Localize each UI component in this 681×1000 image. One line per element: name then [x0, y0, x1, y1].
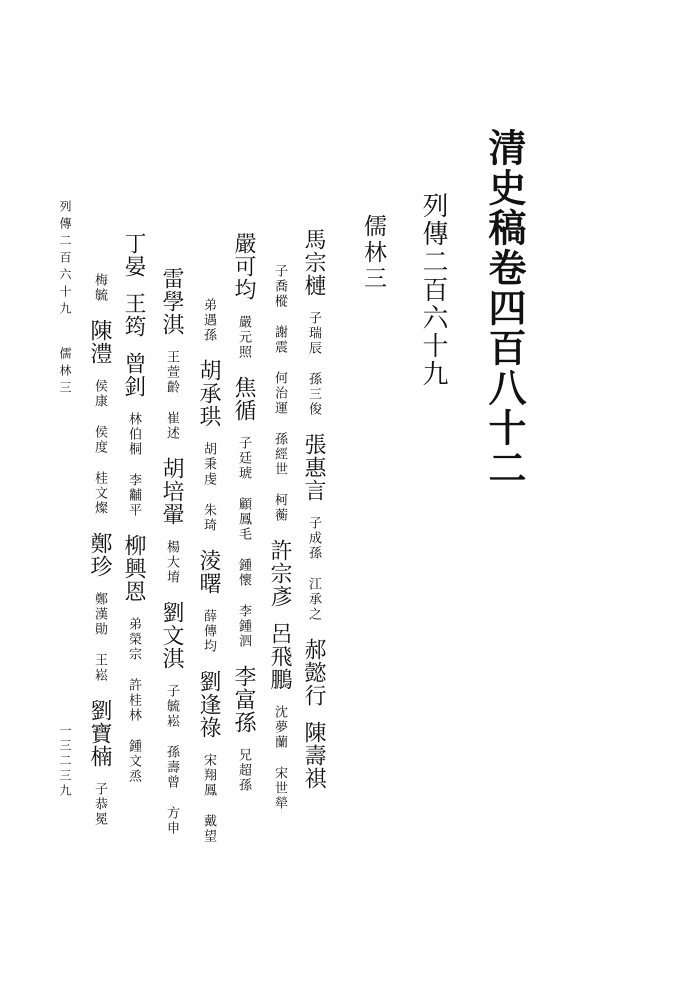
appended-name: 子廷琥	[236, 436, 251, 481]
appended-name: 朱琦	[201, 503, 216, 533]
appended-name: 許桂林	[126, 678, 141, 723]
biography-chapter-label: 列傳二百六十九	[418, 192, 448, 388]
appended-name: 子喬樅	[272, 264, 287, 309]
appended-name: 楊大堉	[164, 540, 179, 585]
appended-name: 子恭冕	[92, 782, 107, 827]
margin-chapter-label: 列傳二百六十九	[58, 200, 72, 319]
appended-name: 孫三俊	[306, 372, 321, 417]
margin-header	[59, 200, 71, 398]
biography-name: 王筠	[121, 292, 146, 338]
biography-name: 陳壽祺	[301, 721, 326, 790]
contents-column	[88, 273, 110, 843]
biography-name: 馬宗槤	[301, 228, 326, 297]
appended-name: 弟遇孫	[201, 298, 216, 343]
biography-name: 陳澧	[87, 319, 112, 365]
volume-title: 清史稿卷四百八十二	[482, 128, 527, 488]
appended-name: 嚴元照	[236, 315, 251, 360]
appended-name: 謝震	[272, 325, 287, 355]
appended-name: 孫壽曾	[164, 745, 179, 790]
appended-name: 宋世犖	[272, 766, 287, 811]
appended-name: 王崧	[92, 653, 107, 683]
contents-column	[122, 232, 144, 800]
appended-name: 侯度	[92, 425, 107, 455]
appended-name: 鍾懷	[236, 558, 251, 588]
contents-column	[197, 298, 219, 860]
biography-name: 劉寶楠	[87, 699, 112, 768]
biography-name: 焦循	[231, 376, 256, 422]
section-heading: 儒林三	[360, 214, 386, 292]
biography-name: 李富孫	[231, 665, 256, 734]
biography-name: 劉逢祿	[196, 670, 221, 739]
appended-name: 王萱齡	[164, 350, 179, 395]
appended-name: 子毓崧	[164, 684, 179, 729]
appended-name: 顧鳳毛	[236, 497, 251, 542]
appended-name: 侯康	[92, 379, 107, 409]
contents-column	[232, 232, 254, 809]
appended-name: 李鍾泗	[236, 604, 251, 649]
appended-name: 子成孫	[306, 516, 321, 561]
appended-name: 桂文燦	[92, 471, 107, 516]
contents-column	[268, 264, 290, 827]
biography-name: 雷學淇	[159, 267, 184, 336]
appended-name: 子瑞辰	[306, 311, 321, 356]
biography-name: 胡承珙	[196, 359, 221, 428]
biography-name: 柳興恩	[121, 534, 146, 603]
appended-name: 梅毓	[92, 273, 107, 303]
biography-name: 胡培翬	[159, 457, 184, 526]
biography-name: 曾釗	[121, 352, 146, 398]
biography-name: 劉文淇	[159, 601, 184, 670]
appended-name: 弟榮宗	[126, 617, 141, 662]
contents-column	[302, 228, 324, 804]
appended-name: 李黼平	[126, 473, 141, 518]
biography-name: 呂飛鵬	[267, 622, 292, 691]
appended-name: 柯蘅	[272, 493, 287, 523]
appended-name: 林伯桐	[126, 412, 141, 457]
biography-name: 丁晏	[121, 232, 146, 278]
appended-name: 沈夢蘭	[272, 705, 287, 750]
appended-name: 鍾文烝	[126, 739, 141, 784]
contents-column	[160, 267, 182, 852]
appended-name: 胡秉虔	[201, 442, 216, 487]
appended-name: 方申	[164, 806, 179, 836]
appended-name: 何治運	[272, 371, 287, 416]
biography-name: 嚴可均	[231, 232, 256, 301]
appended-name: 薛傳均	[201, 609, 216, 654]
appended-name: 江承之	[306, 577, 321, 622]
appended-name: 兄超孫	[236, 748, 251, 793]
page-number: 一三二三九	[58, 724, 72, 799]
appended-name: 崔述	[164, 411, 179, 441]
appended-name: 鄭漢勛	[92, 592, 107, 637]
biography-name: 淩曙	[196, 549, 221, 595]
biography-name: 許宗彥	[267, 539, 292, 608]
biography-name: 郝懿行	[301, 638, 326, 707]
biography-name: 鄭珍	[87, 532, 112, 578]
appended-name: 戴望	[201, 814, 216, 844]
margin-section-label: 儒林三	[58, 347, 72, 398]
appended-name: 宋翔鳳	[201, 753, 216, 798]
biography-name: 張惠言	[301, 433, 326, 502]
appended-name: 孫經世	[272, 432, 287, 477]
